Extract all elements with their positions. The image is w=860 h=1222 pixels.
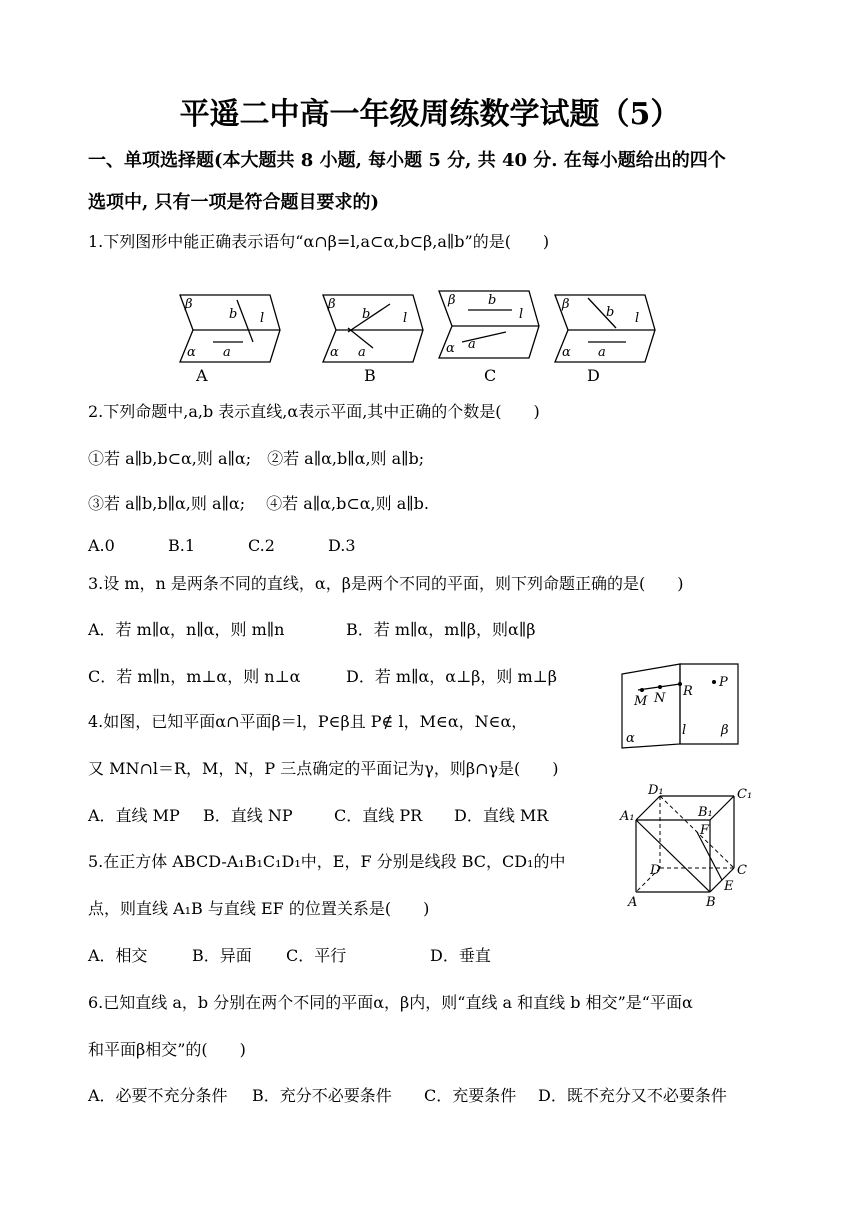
svg-text:P: P xyxy=(719,675,728,690)
svg-text:α: α xyxy=(626,731,635,746)
label-beta: β xyxy=(185,297,193,312)
svg-text:a: a xyxy=(358,345,366,360)
svg-text:l: l xyxy=(635,311,640,326)
svg-text:β: β xyxy=(562,297,570,312)
q4-line2: 又 MN∩l＝R，M，N，P 三点确定的平面记为γ，则β∩γ是( ) xyxy=(88,759,559,778)
svg-text:α: α xyxy=(446,341,455,356)
q6-line2: 和平面β相交”的( ) xyxy=(88,1040,246,1059)
svg-text:a: a xyxy=(223,345,231,360)
q3-option-a: A．若 m∥α，n∥α，则 m∥n xyxy=(88,620,285,639)
svg-text:B₁: B₁ xyxy=(698,805,713,820)
q4-line1: 4.如图，已知平面α∩平面β＝l，P∈β且 P∉ l，M∈α，N∈α， xyxy=(88,712,528,731)
svg-text:M: M xyxy=(634,694,648,709)
q3-option-d: D．若 m∥α，α⊥β，则 m⊥β xyxy=(346,667,557,686)
q6-option-d: D．既不充分又不必要条件 xyxy=(538,1086,727,1105)
svg-text:l: l xyxy=(260,311,265,326)
svg-text:b: b xyxy=(606,305,615,320)
q3-option-b: B．若 m∥α，m∥β，则α∥β xyxy=(346,620,536,639)
page-title: 平遥二中高一年级周练数学试题（5） xyxy=(179,97,681,132)
svg-text:b: b xyxy=(362,307,371,322)
svg-text:β: β xyxy=(328,297,336,312)
svg-text:l: l xyxy=(682,723,687,738)
q5-option-d: D．垂直 xyxy=(430,946,491,965)
svg-text:b: b xyxy=(488,293,497,308)
svg-text:β: β xyxy=(448,293,456,308)
svg-text:β: β xyxy=(721,723,729,738)
q6-option-b: B．充分不必要条件 xyxy=(252,1086,392,1105)
q5-line1: 5.在正方体 ABCD-A₁B₁C₁D₁中，E，F 分别是线段 BC，CD₁的中 xyxy=(88,852,566,871)
svg-text:a: a xyxy=(598,345,606,360)
q6-option-c: C．充要条件 xyxy=(424,1086,517,1105)
q2-option-d: D.3 xyxy=(328,536,356,555)
q1-caption-a: A xyxy=(196,366,208,385)
q5-option-a: A．相交 xyxy=(88,946,148,965)
q5-option-c: C．平行 xyxy=(286,946,347,965)
q1-stem: 1.下列图形中能正确表示语句“α∩β=l,a⊂α,b⊂β,a∥b”的是( ) xyxy=(88,232,550,251)
q1-figure-a xyxy=(175,290,285,365)
q1-caption-b: B xyxy=(364,366,376,385)
svg-text:N: N xyxy=(654,691,666,706)
svg-text:α: α xyxy=(187,345,196,360)
q1-caption-c: C xyxy=(484,366,497,385)
svg-text:D₁: D₁ xyxy=(648,783,664,798)
q1-figure-b xyxy=(318,290,428,365)
svg-text:E: E xyxy=(724,879,734,894)
q3-option-c: C．若 m∥n，m⊥α，则 n⊥α xyxy=(88,667,301,686)
svg-text:F: F xyxy=(700,823,710,838)
svg-text:A₁: A₁ xyxy=(620,809,635,824)
svg-text:a: a xyxy=(468,337,476,352)
svg-text:l: l xyxy=(403,311,408,326)
q2-row1: ①若 a∥b,b⊂α,则 a∥α; ②若 a∥α,b∥α,则 a∥b; xyxy=(88,449,425,468)
q4-option-c: C．直线 PR xyxy=(334,806,423,825)
svg-text:α: α xyxy=(330,345,339,360)
q4-option-a: A．直线 MP xyxy=(88,806,180,825)
svg-text:C: C xyxy=(737,863,747,878)
q5-cube-figure xyxy=(618,782,758,910)
svg-text:A: A xyxy=(628,895,638,910)
section-heading-line1: 一、单项选择题(本大题共 8 小题, 每小题 5 分, 共 40 分. 在每小题给出的四个 xyxy=(88,150,726,171)
q6-option-a: A．必要不充分条件 xyxy=(88,1086,228,1105)
q2-option-c: C.2 xyxy=(248,536,275,555)
section-heading-line2: 选项中, 只有一项是符合题目要求的) xyxy=(88,192,380,213)
q2-option-a: A.0 xyxy=(88,536,115,555)
q5-option-b: B．异面 xyxy=(192,946,252,965)
svg-text:l: l xyxy=(519,307,524,322)
svg-text:b: b xyxy=(229,307,238,322)
q4-option-d: D．直线 MR xyxy=(454,806,549,825)
q4-option-b: B．直线 NP xyxy=(203,806,293,825)
q1-caption-d: D xyxy=(587,366,600,385)
svg-text:R: R xyxy=(683,684,693,699)
svg-text:α: α xyxy=(562,345,571,360)
svg-text:D: D xyxy=(650,863,661,878)
svg-text:B: B xyxy=(706,895,716,910)
svg-text:C₁: C₁ xyxy=(737,787,753,802)
q1-figure-d xyxy=(550,290,660,365)
q6-line1: 6.已知直线 a，b 分别在两个不同的平面α，β内，则“直线 a 和直线 b 相交”是“平面α xyxy=(88,993,693,1012)
q1-figure-c xyxy=(434,286,544,364)
q4-figure xyxy=(618,660,743,752)
q2-option-b: B.1 xyxy=(168,536,196,555)
q2-row2: ③若 a∥b,b∥α,则 a∥α; ④若 a∥α,b⊂α,则 a∥b. xyxy=(88,494,429,513)
q2-stem: 2.下列命题中,a,b 表示直线,α表示平面,其中正确的个数是( ) xyxy=(88,402,540,421)
q3-stem: 3.设 m，n 是两条不同的直线，α，β是两个不同的平面，则下列命题正确的是( ) xyxy=(88,574,684,593)
q5-line2: 点，则直线 A₁B 与直线 EF 的位置关系是( ) xyxy=(88,899,430,918)
